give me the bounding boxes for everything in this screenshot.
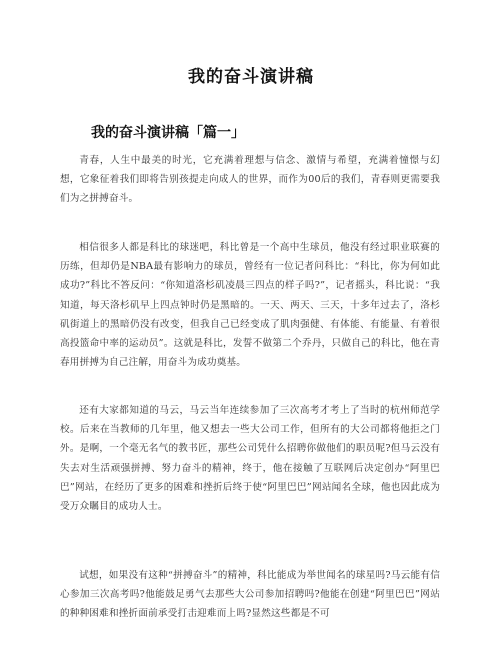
paragraph-3-block [60,401,440,527]
paragraph-1-block [60,151,440,220]
paragraph: 试想，如果没有这种“拼搏奋斗”的精神，科比能成为举世闻名的球星吗?马云能有信心参加三次高考吗?他能鼓足勇气去那些大公司参加招聘吗?他能在创建“阿里巴巴”网站的种种困难和挫折面前承受打击迎难而上吗?显然这些都是不可 [60,570,440,620]
paragraph-4-block [60,566,440,635]
paragraph-2-block [60,238,440,383]
section-title: 我的奋斗演讲稿「篇一」 [91,125,245,141]
document-title: 我的奋斗演讲稿 [188,67,314,87]
paragraph: 相信很多人都是科比的球迷吧，科比曾是一个高中生球员，他没有经过职业联赛的历练，但却仍是NBA最有影响力的球员，曾经有一位记者问科比：“科比，你为何如此成功?”科比不答反问：“你知道洛杉矶凌晨三四点的样子吗?”，记者摇头，科比说：“我知道，每天洛杉矶早上四点钟时仍是黑暗的。一天、两天、三天，十多年过去了，洛杉矶街道上的黑暗仍没有改变，但我自己已经变成了肌肉强健、有体能、有能量、有着很高投篮命中率的运动员”。这就是科比，发誓不做第二个乔丹，只做自己的科比，他在青春用拼搏为自己注解，用奋斗为成功奠基。 [60,242,440,369]
paragraph: 还有大家都知道的马云，马云当年连续参加了三次高考才考上了当时的杭州师范学校。后来在当教师的几年里，他又想去一些大公司工作，但所有的大公司都将他拒之门外。是啊，一个毫无名气的教书匠，那些公司凭什么招聘你做他们的职员呢?但马云没有失去对生活顽强拼搏、努力奋斗的精神，终于，他在接触了互联网后决定创办“阿里巴巴”网站，在经历了更多的困难和挫折后终于使“阿里巴巴”网站闻名全球，他也因此成为受万众瞩目的成功人士。 [60,405,440,513]
paragraph: 青春，人生中最美的时光，它充满着理想与信念、激情与希望，充满着憧憬与幻想，它象征着我们即将告别孩提走向成人的世界，而作为00后的我们，青春则更需要我们为之拼搏奋斗。 [60,155,440,205]
